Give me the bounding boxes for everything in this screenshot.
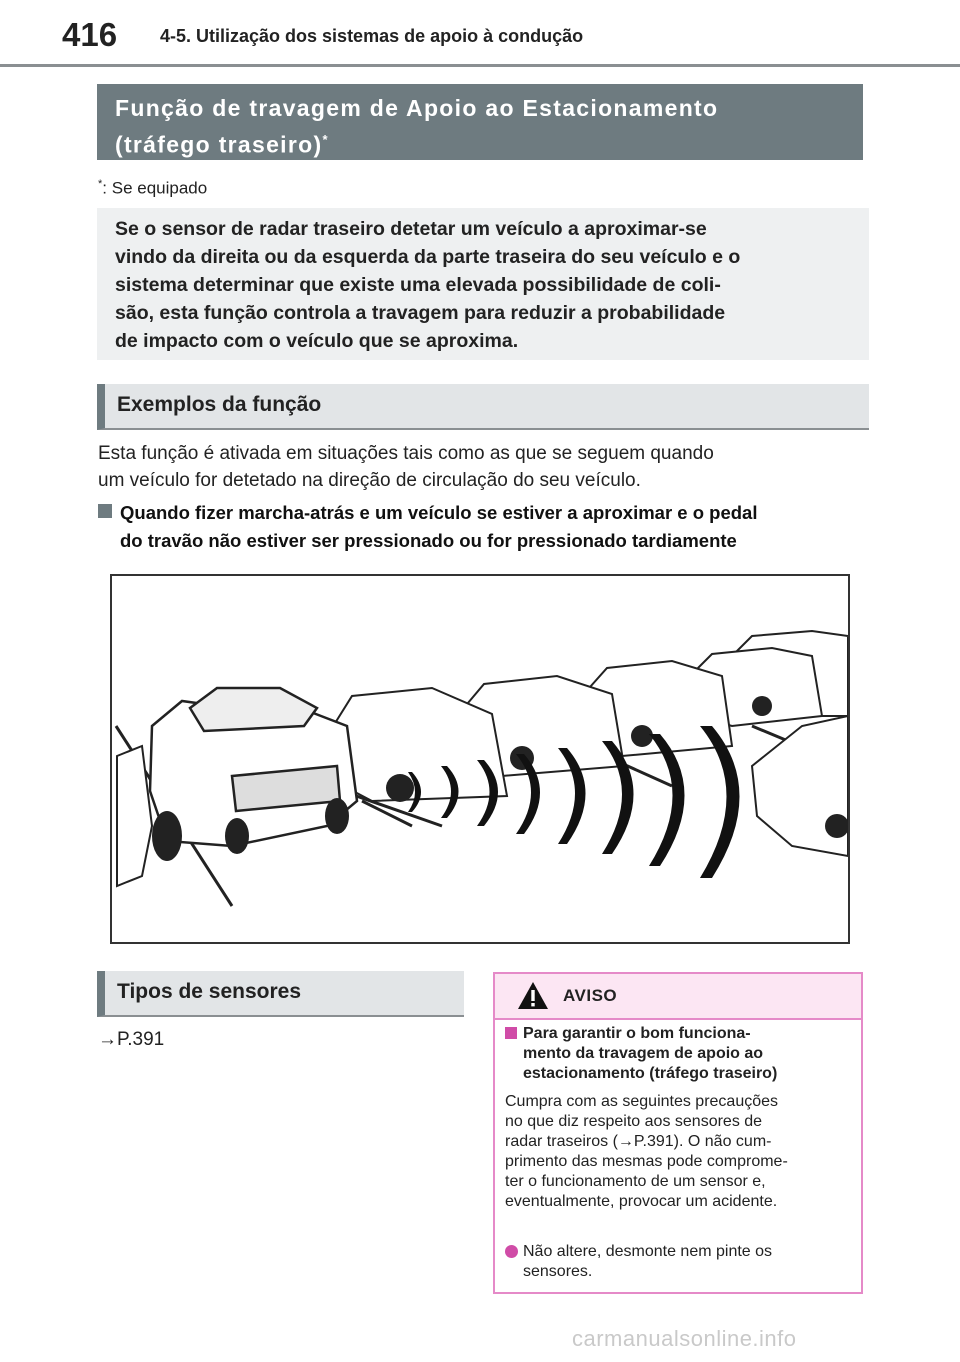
bullet-line: do travão não estiver ser pressionado ou for pressionado tardiamente xyxy=(120,530,737,551)
summary-line: sistema determinar que existe uma elevada possibilidade de coli- xyxy=(115,274,721,296)
warning-line: radar traseiros (→P.391). O não cum- xyxy=(505,1133,772,1150)
warning-triangle-icon xyxy=(517,981,549,1010)
warning-line: Cumpra com as seguintes precauções xyxy=(505,1093,779,1110)
square-bullet-icon xyxy=(98,504,112,518)
warning-bullet-line: Não altere, desmonte nem pinte os xyxy=(523,1243,773,1260)
warning-paragraph xyxy=(505,1092,850,1212)
warning-line: eventualmente, provocar um acidente. xyxy=(505,1193,778,1210)
summary-line: Se o sensor de radar traseiro detetar um veículo a aproximar-se xyxy=(115,218,707,240)
page-number: 416 xyxy=(62,16,118,53)
body-line: um veículo for detetado na direção de circulação do seu veículo. xyxy=(98,470,641,491)
bullet-line: Quando fizer marcha-atrás e um veículo se estiver a aproximar e o pedal xyxy=(120,502,758,523)
warning-item-heading xyxy=(505,1024,850,1084)
warning-line: ter o funcionamento de um sensor e, xyxy=(505,1173,766,1190)
parking-scene-drawing xyxy=(112,576,848,942)
footnote xyxy=(98,178,207,199)
warning-header xyxy=(495,974,861,1020)
section-heading-examples: Exemplos da função xyxy=(97,384,869,430)
warning-line: no que diz respeito aos sensores de xyxy=(505,1113,763,1130)
warning-item-line: Para garantir o bom funciona- xyxy=(523,1025,751,1042)
title-line-1: Função de travagem de Apoio ao Estacionamento xyxy=(115,95,719,121)
examples-body xyxy=(98,440,868,494)
section-heading-sensors: Tipos de sensores xyxy=(97,971,464,1017)
square-bullet-icon xyxy=(505,1027,517,1039)
watermark: carmanualsonline.info xyxy=(572,1326,797,1351)
section-title xyxy=(97,84,863,160)
circle-bullet-icon xyxy=(505,1245,518,1258)
warning-box xyxy=(493,972,863,1294)
footnote-text: : Se equipado xyxy=(102,178,208,198)
page-reference-link[interactable]: →P.391 xyxy=(98,1029,165,1050)
body-line: Esta função é ativada em situações tais como as que se seguem quando xyxy=(98,443,714,464)
warning-bullet-line: sensores. xyxy=(523,1263,593,1280)
summary-box xyxy=(97,208,869,360)
warning-item-line: mento da travagem de apoio ao xyxy=(523,1045,764,1062)
summary-line: são, esta função controla a travagem para reduzir a probabilidade xyxy=(115,302,726,324)
title-asterisk: * xyxy=(322,132,329,147)
warning-item-line: estacionamento (tráfego traseiro) xyxy=(523,1065,778,1082)
title-line-2-text: (tráfego traseiro) xyxy=(115,131,323,158)
warning-line: primento das mesmas pode comprome- xyxy=(505,1153,788,1170)
example-bullet xyxy=(98,499,868,555)
warning-bullet-item xyxy=(505,1242,850,1282)
chapter-title: 4-5. Utilização dos sistemas de apoio à condução xyxy=(160,26,584,46)
summary-line: de impacto com o veículo que se aproxima. xyxy=(115,330,519,352)
page-header xyxy=(0,0,960,66)
warning-title: AVISO xyxy=(563,986,618,1005)
summary-line: vindo da direita ou da esquerda da parte traseira do seu veículo e o xyxy=(115,246,741,268)
header-rule xyxy=(0,64,960,67)
footnote-asterisk: * xyxy=(98,178,103,190)
title-line-2 xyxy=(115,124,845,161)
parking-illustration xyxy=(110,574,850,944)
